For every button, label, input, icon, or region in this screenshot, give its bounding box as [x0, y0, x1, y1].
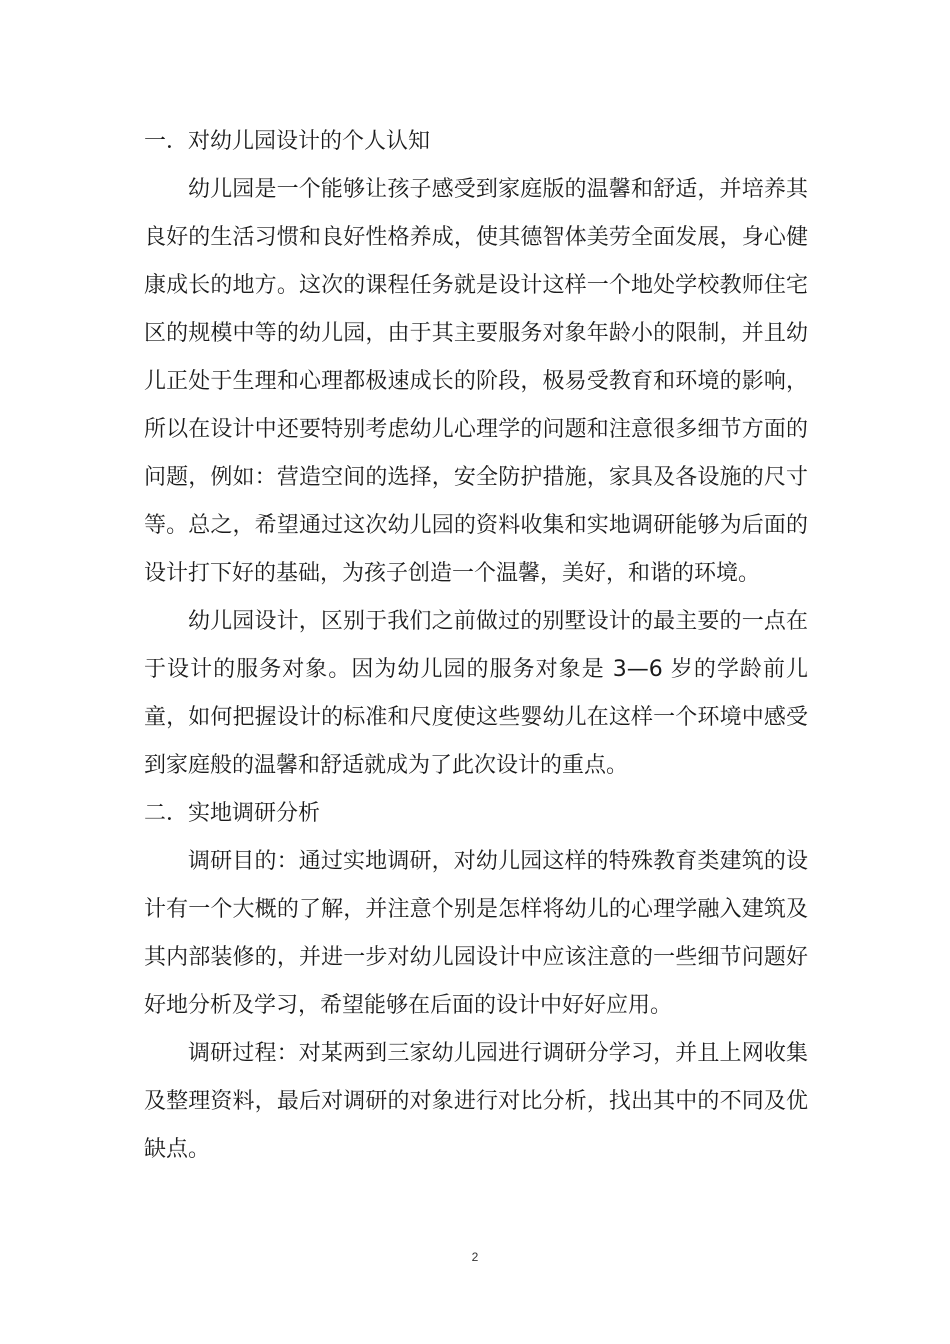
document-body	[144, 118, 808, 1174]
section-heading-2: 二．实地调研分析	[144, 801, 321, 826]
section-2-paragraph-2: 调研过程：对某两到三家幼儿园进行调研分学习，并且上网收集及整理资料，最后对调研的对象进行对比分析，找出其中的不同及优缺点。	[144, 1041, 808, 1162]
section-1-paragraph-1: 幼儿园是一个能够让孩子感受到家庭版的温馨和舒适，并培养其良好的生活习惯和良好性格养成，使其德智体美劳全面发展，身心健康成长的地方。这次的课程任务就是设计这样一个地处学校教师住宅区的规模中等的幼儿园，由于其主要服务对象年龄小的限制，并且幼儿正处于生理和心理都极速成长的阶段，极易受教育和环境的影响，所以在设计中还要特别考虑幼儿心理学的问题和注意很多细节方面的问题，例如：营造空间的选择，安全防护措施，家具及各设施的尺寸等。总之，希望通过这次幼儿园的资料收集和实地调研能够为后面的设计打下好的基础，为孩子创造一个温馨，美好，和谐的环境。	[144, 177, 808, 586]
section-heading-1: 一．对幼儿园设计的个人认知	[144, 129, 431, 154]
section-1-paragraph-2: 幼儿园设计，区别于我们之前做过的别墅设计的最主要的一点在于设计的服务对象。因为幼儿园的服务对象是 3—6 岁的学龄前儿童，如何把握设计的标准和尺度使这些婴幼儿在这样一个环境中感受到家庭般的温馨和舒适就成为了此次设计的重点。	[144, 609, 808, 778]
section-2-paragraph-1: 调研目的：通过实地调研，对幼儿园这样的特殊教育类建筑的设计有一个大概的了解，并注意个别是怎样将幼儿的心理学融入建筑及其内部装修的，并进一步对幼儿园设计中应该注意的一些细节问题好好地分析及学习，希望能够在后面的设计中好好应用。	[144, 849, 808, 1018]
page-number: 2	[471, 1250, 479, 1264]
